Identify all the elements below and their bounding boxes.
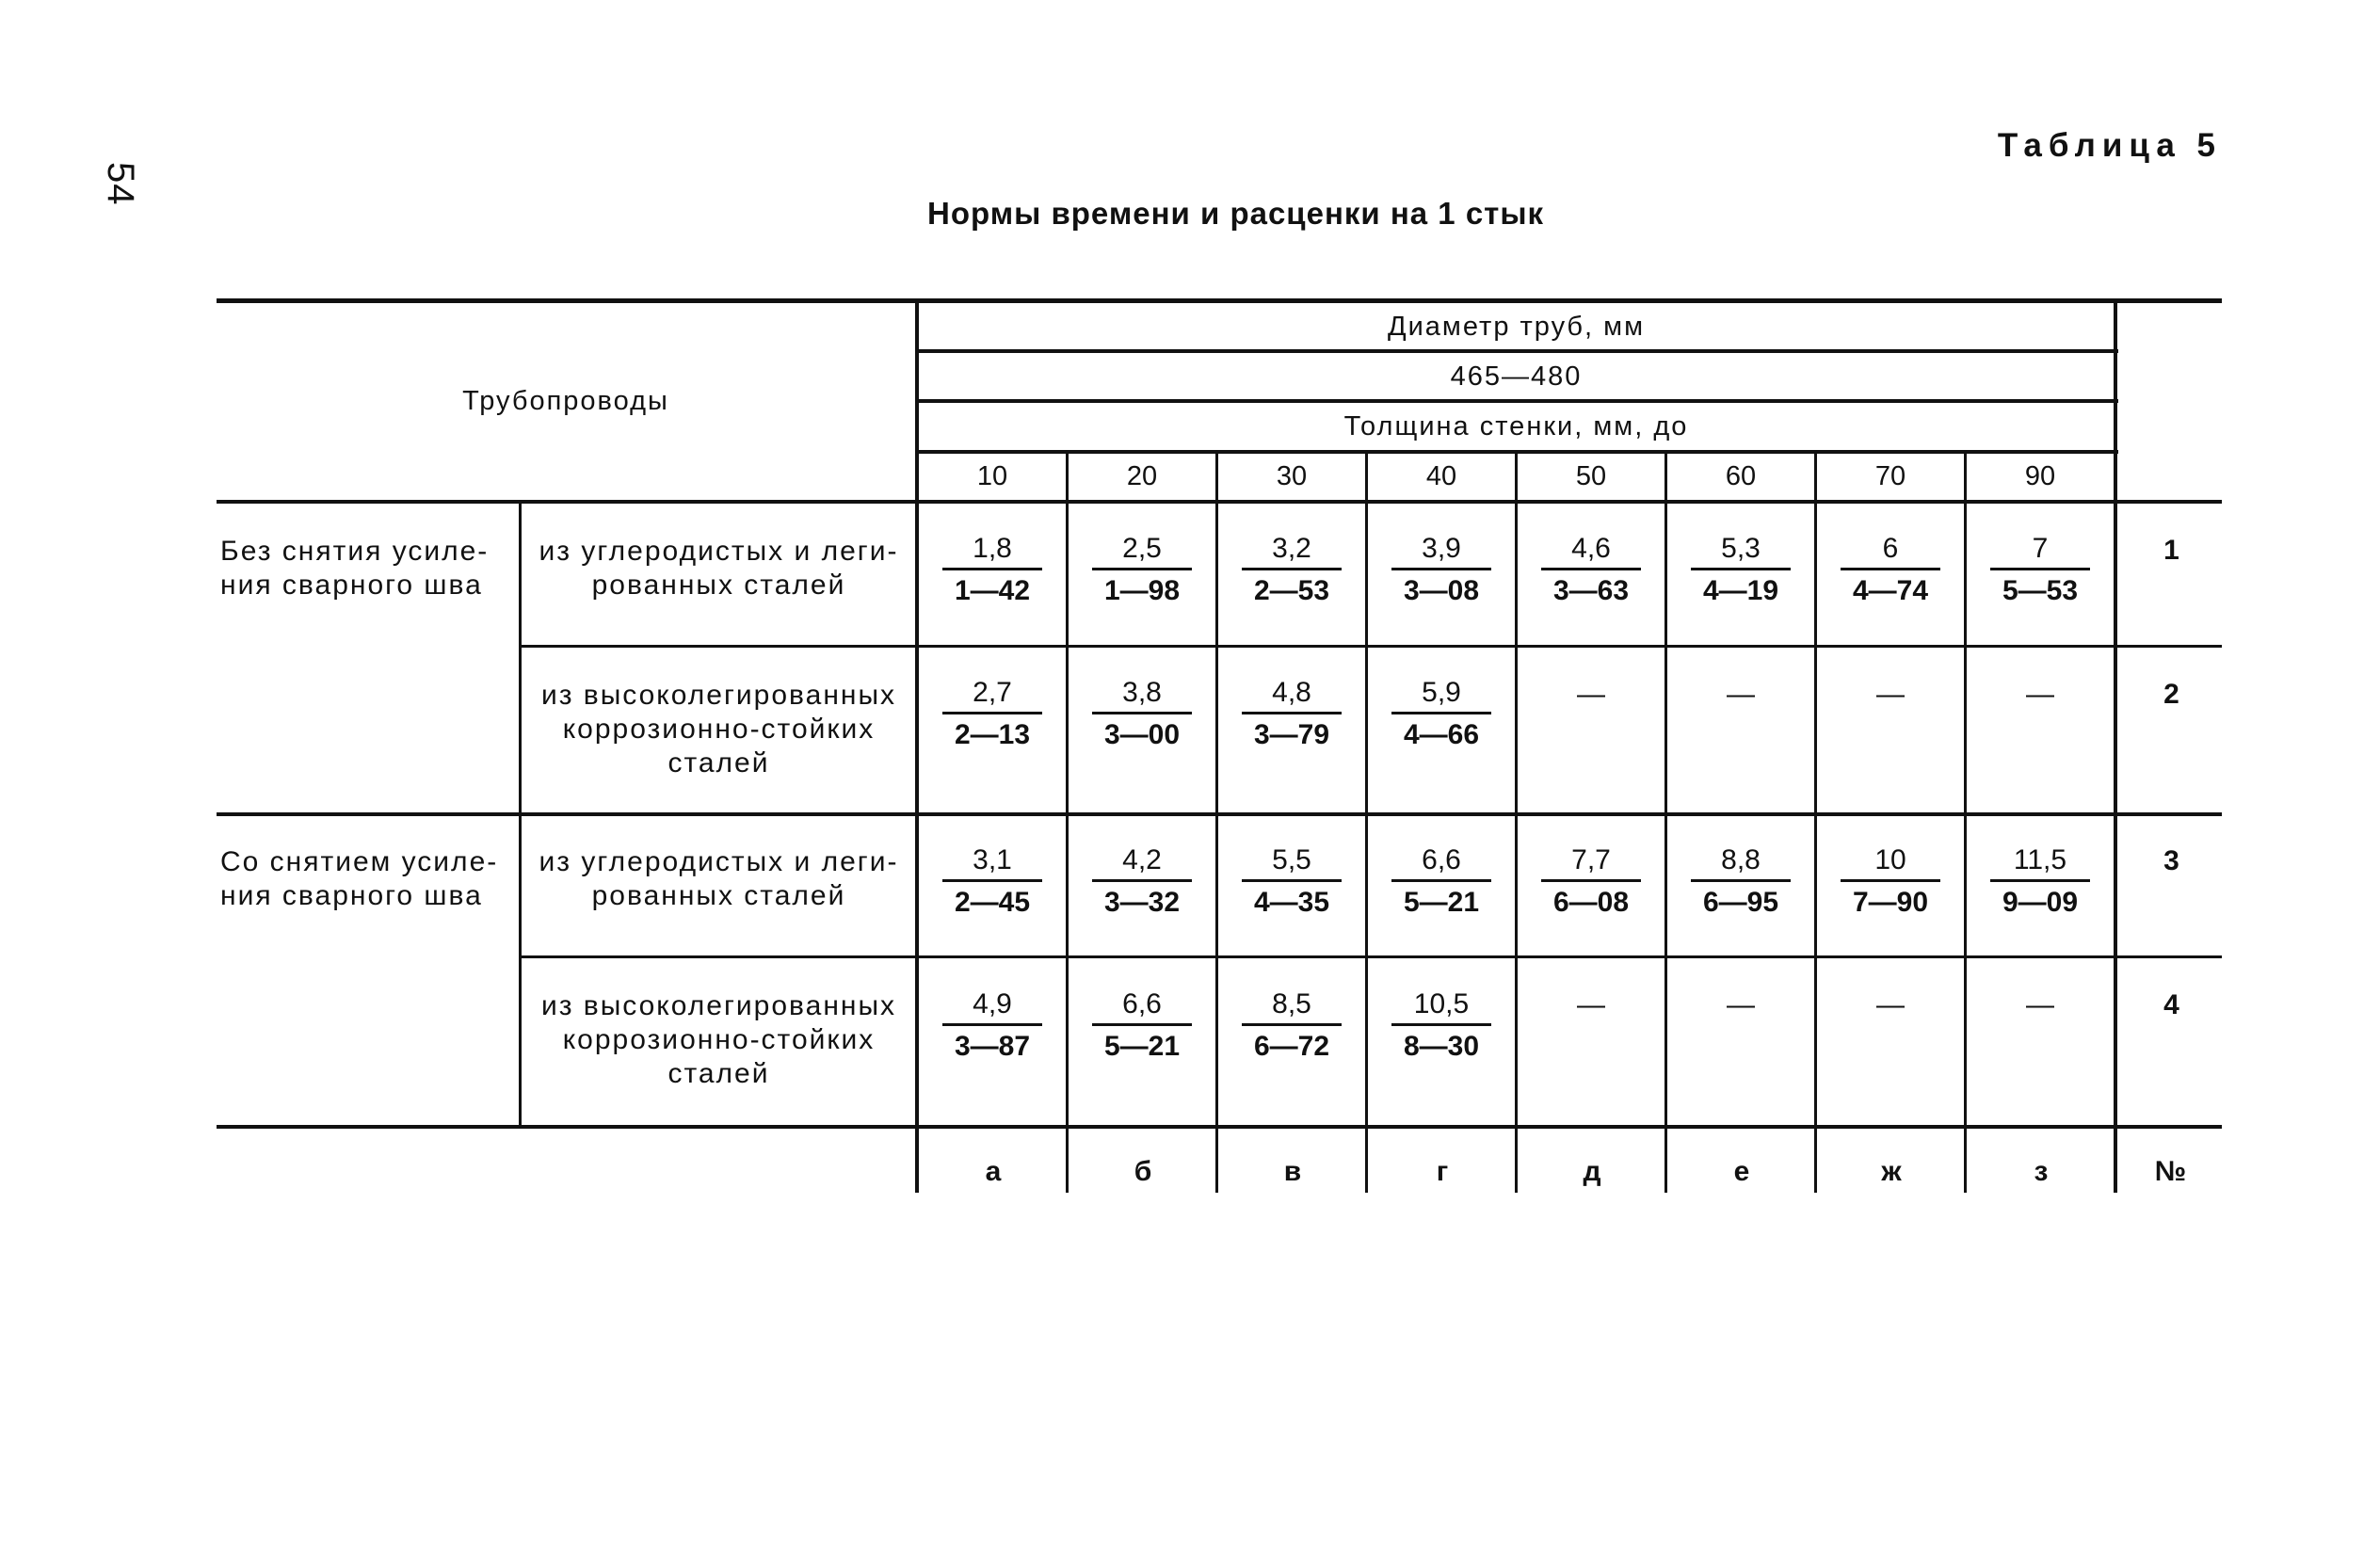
thickness-header-10: 10 [976,461,1008,492]
material-line: сталей [667,1058,770,1089]
thickness-header-30: 30 [1276,461,1308,492]
column-letter-v: в [1283,1156,1302,1187]
wage-rate: 4—35 [1253,887,1330,918]
wage-rate: 9—09 [2002,887,2079,918]
table-label: Таблица 5 [1997,127,2222,164]
time-norm: 7 [2032,533,2049,564]
rate-fraction [1390,533,1493,607]
fraction-bar [1242,712,1342,714]
fraction-bar [1242,879,1342,882]
wage-rate: 3—79 [1253,719,1330,750]
wage-rate: 3—87 [954,1031,1031,1062]
thickness-header-40: 40 [1425,461,1457,492]
rate-fraction [1689,844,1793,919]
column-letter-a: а [985,1156,1002,1187]
wage-rate: 7—90 [1852,887,1929,918]
rate-fraction [1240,533,1343,607]
time-norm: 10,5 [1413,988,1470,1019]
time-norm: 6,6 [1122,988,1162,1019]
time-norm: 1,8 [973,533,1012,564]
fraction-bar [1092,1023,1192,1026]
row-number: 4 [2163,989,2179,1020]
thickness-header-50: 50 [1575,461,1607,492]
wage-rate: 5—53 [2002,575,2079,606]
fraction-bar [1391,879,1491,882]
time-norm: 6 [1882,533,1899,564]
material-line: рованных сталей [591,880,846,911]
time-norm: 3,2 [1272,533,1311,564]
thickness-header-20: 20 [1126,461,1158,492]
thickness-header-90: 90 [2024,461,2056,492]
table-bottom-rule [217,1125,2222,1129]
time-norm: 11,5 [2013,844,2067,875]
wage-rate: 3—08 [1403,575,1480,606]
fraction-bar [1092,879,1192,882]
column-letter-d: д [1583,1156,1601,1187]
empty-cell-dash: — [2026,989,2054,1020]
time-norm: 4,2 [1122,844,1162,875]
wage-rate: 4—74 [1852,575,1929,606]
fraction-bar [1541,568,1641,570]
empty-cell-dash: — [1876,989,1905,1020]
material-line: из высоколегированных [540,990,897,1021]
time-norm: 5,5 [1272,844,1311,875]
column-letter-g: г [1436,1156,1449,1187]
rate-fraction [1839,533,1942,607]
fraction-bar [1242,1023,1342,1026]
material-row-1 [523,535,915,638]
empty-cell-dash: — [1727,679,1755,710]
material-row-4 [523,989,915,1121]
time-norm: 3,8 [1122,677,1162,708]
rate-fraction [1839,844,1942,919]
fraction-bar [1242,568,1342,570]
column-rule-zh [1814,450,1817,1193]
time-norm: 4,8 [1272,677,1311,708]
wage-rate: 4—19 [1702,575,1779,606]
column-letter-z: з [2034,1156,2049,1187]
rate-fraction [1090,844,1194,919]
time-norm: 10 [1874,844,1906,875]
fraction-bar [1391,1023,1491,1026]
rate-fraction [1539,533,1643,607]
time-norm: 8,8 [1721,844,1761,875]
material-line: коррозионно-стойких [562,1024,876,1055]
wage-rate: 6—72 [1253,1031,1330,1062]
wage-rate: 2—13 [954,719,1031,750]
column-rule-v [1215,450,1218,1193]
column-letter-zh: ж [1881,1156,1902,1187]
wage-rate: 8—30 [1403,1031,1480,1062]
rate-fraction [1240,677,1343,751]
rate-fraction [1689,533,1793,607]
page-number: 54 [100,162,141,206]
fraction-bar [1841,568,1940,570]
material-line: сталей [667,747,770,778]
fraction-bar [1990,568,2090,570]
wage-rate: 3—32 [1103,887,1181,918]
empty-cell-dash: — [1727,989,1755,1020]
material-line: из высоколегированных [540,680,897,711]
material-row-2 [523,679,915,811]
empty-cell-dash: — [1577,989,1605,1020]
rate-fraction [1090,988,1194,1063]
time-norm: 8,5 [1272,988,1311,1019]
thickness-header-60: 60 [1725,461,1757,492]
wage-rate: 2—53 [1253,575,1330,606]
wage-rate: 1—42 [954,575,1031,606]
material-line: рованных сталей [591,570,846,601]
rate-fraction [941,533,1044,607]
number-column-rule [2114,301,2117,1193]
time-norm: 5,9 [1422,677,1461,708]
material-row-3 [523,845,915,949]
wage-rate: 6—08 [1552,887,1630,918]
group-label-line: ния сварного шва [220,880,483,911]
fraction-bar [942,568,1042,570]
empty-cell-dash: — [1876,679,1905,710]
column-rule-d [1515,450,1518,1193]
header-pipelines: Трубопроводы [462,385,669,416]
rate-fraction [1090,677,1194,751]
time-norm: 7,7 [1571,844,1611,875]
fraction-bar [1391,712,1491,714]
column-letter-e: е [1733,1156,1750,1187]
column-rule-b [1066,450,1069,1193]
fraction-bar [1841,879,1940,882]
rate-fraction [1390,844,1493,919]
group-divider [217,812,2222,816]
time-norm: 5,3 [1721,533,1761,564]
wage-rate: 2—45 [954,887,1031,918]
row-number: 1 [2163,535,2179,566]
empty-cell-dash: — [1577,679,1605,710]
header-diameter-range: 465—480 [1450,361,1583,392]
row-number: 3 [2163,845,2179,876]
fraction-bar [1092,568,1192,570]
wage-rate: 5—21 [1403,887,1480,918]
rate-fraction [1390,677,1493,751]
fraction-bar [1541,879,1641,882]
fraction-bar [942,1023,1042,1026]
header-diameter: Диаметр труб, мм [1387,311,1646,342]
rate-fraction [941,844,1044,919]
time-norm: 6,6 [1422,844,1461,875]
time-norm: 4,6 [1571,533,1611,564]
group-label-line: Со снятием усиле- [220,846,499,877]
wage-rate: 1—98 [1103,575,1181,606]
rate-fraction [1390,988,1493,1063]
wage-rate: 6—95 [1702,887,1779,918]
fraction-bar [1092,712,1192,714]
fraction-bar [942,879,1042,882]
rate-fraction [941,677,1044,751]
row-number: 2 [2163,679,2179,710]
rate-fraction [1240,988,1343,1063]
header-wall-thickness: Толщина стенки, мм, до [1343,410,1689,441]
material-line: из углеродистых и леги- [539,536,899,567]
rate-fraction [1240,844,1343,919]
group-label-without-removal [220,535,512,629]
wage-rate: 3—63 [1552,575,1630,606]
column-rule-g [1365,450,1368,1193]
group-label-line: ния сварного шва [220,570,483,601]
rate-fraction [1539,844,1643,919]
rate-fraction [1988,533,2092,607]
fraction-bar [1691,568,1791,570]
wage-rate: 4—66 [1403,719,1480,750]
thickness-header-70: 70 [1874,461,1906,492]
rate-fraction [1090,533,1194,607]
column-number-sign: № [2154,1156,2187,1187]
fraction-bar [1391,568,1491,570]
material-line: из углеродистых и леги- [539,846,899,877]
material-column-rule [519,502,522,1127]
fraction-bar [1990,879,2090,882]
empty-cell-dash: — [2026,679,2054,710]
column-rule-z [1964,450,1967,1193]
material-line: коррозионно-стойких [562,714,876,745]
time-norm: 2,5 [1122,533,1162,564]
rate-fraction [941,988,1044,1063]
column-letter-b: б [1134,1156,1152,1187]
column-rule-e [1664,450,1667,1193]
time-norm: 2,7 [973,677,1012,708]
group-label-with-removal [220,845,512,939]
time-norm: 3,1 [973,844,1012,875]
fraction-bar [1691,879,1791,882]
fraction-bar [942,712,1042,714]
wage-rate: 3—00 [1103,719,1181,750]
time-norm: 4,9 [973,988,1012,1019]
time-norm: 3,9 [1422,533,1461,564]
wage-rate: 5—21 [1103,1031,1181,1062]
table-title: Нормы времени и расценки на 1 стык [927,196,1545,231]
group-label-line: Без снятия усиле- [220,536,490,567]
rate-fraction [1988,844,2092,919]
